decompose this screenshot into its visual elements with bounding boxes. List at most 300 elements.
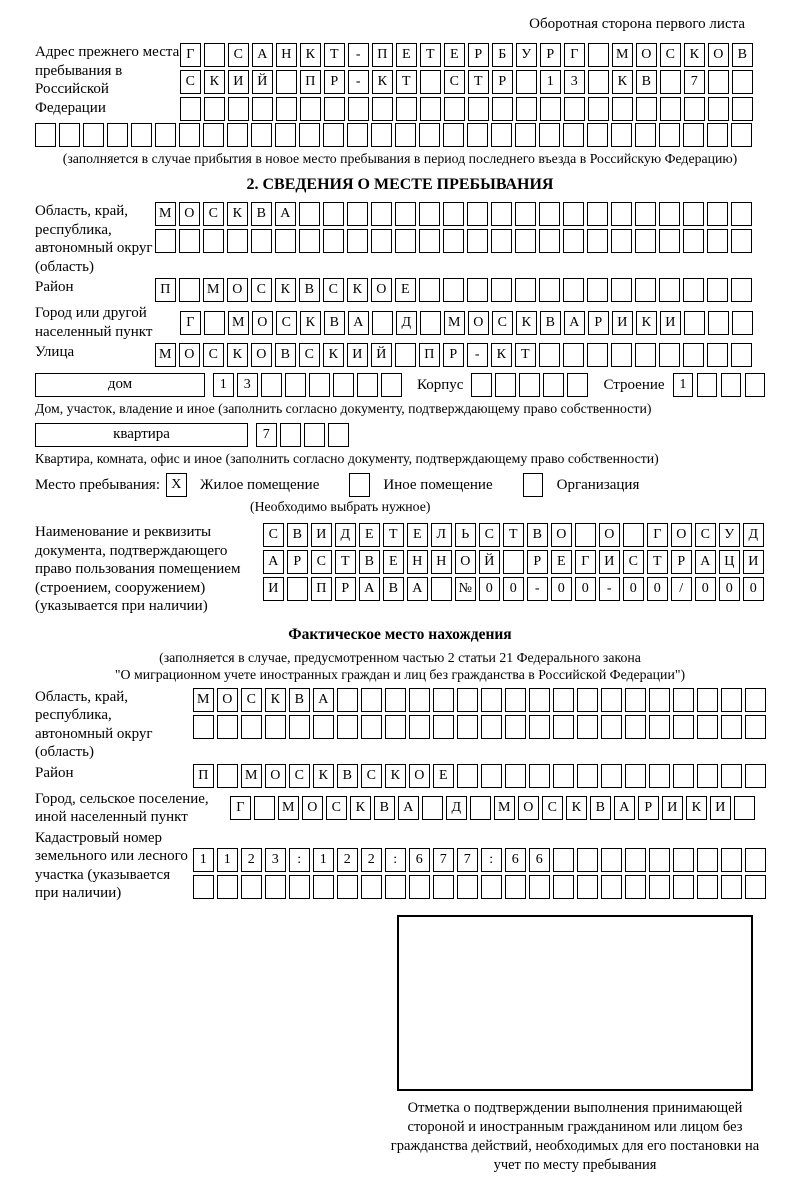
char-box[interactable]: Д xyxy=(396,311,417,335)
char-box[interactable] xyxy=(251,123,272,147)
char-box[interactable] xyxy=(457,715,478,739)
char-box[interactable]: В xyxy=(289,688,310,712)
char-box[interactable] xyxy=(481,688,502,712)
char-box[interactable]: У xyxy=(719,523,740,547)
char-box[interactable] xyxy=(261,373,282,397)
char-box[interactable] xyxy=(503,550,524,574)
char-box[interactable]: С xyxy=(276,311,297,335)
char-box[interactable]: Р xyxy=(335,577,356,601)
char-box[interactable] xyxy=(708,70,729,94)
char-box[interactable] xyxy=(697,715,718,739)
char-box[interactable]: О xyxy=(371,278,392,302)
char-box[interactable] xyxy=(649,688,670,712)
char-box[interactable]: Е xyxy=(433,764,454,788)
char-box[interactable] xyxy=(697,848,718,872)
char-box[interactable]: М xyxy=(203,278,224,302)
char-box[interactable] xyxy=(471,373,492,397)
char-box[interactable] xyxy=(481,764,502,788)
char-box[interactable] xyxy=(481,715,502,739)
char-box[interactable] xyxy=(422,796,443,820)
char-box[interactable] xyxy=(625,764,646,788)
char-box[interactable]: А xyxy=(359,577,380,601)
char-box[interactable]: П xyxy=(311,577,332,601)
char-box[interactable] xyxy=(443,123,464,147)
char-box[interactable]: 0 xyxy=(743,577,764,601)
char-box[interactable] xyxy=(217,764,238,788)
char-box[interactable]: П xyxy=(155,278,176,302)
char-box[interactable]: К xyxy=(686,796,707,820)
char-box[interactable]: Т xyxy=(324,43,345,67)
char-box[interactable] xyxy=(601,875,622,899)
checkbox-organization[interactable] xyxy=(523,473,544,497)
char-box[interactable] xyxy=(683,123,704,147)
char-box[interactable]: В xyxy=(540,311,561,335)
char-box[interactable] xyxy=(193,715,214,739)
char-box[interactable]: Е xyxy=(359,523,380,547)
char-box[interactable]: К xyxy=(347,278,368,302)
char-box[interactable] xyxy=(409,715,430,739)
char-box[interactable]: С xyxy=(623,550,644,574)
char-box[interactable] xyxy=(59,123,80,147)
char-box[interactable]: С xyxy=(695,523,716,547)
char-box[interactable]: Т xyxy=(420,43,441,67)
char-box[interactable]: Ь xyxy=(455,523,476,547)
char-box[interactable] xyxy=(540,97,561,121)
char-box[interactable] xyxy=(204,311,225,335)
char-box[interactable] xyxy=(623,523,644,547)
char-box[interactable] xyxy=(515,229,536,253)
char-box[interactable] xyxy=(659,343,680,367)
char-box[interactable]: М xyxy=(193,688,214,712)
char-box[interactable] xyxy=(420,311,441,335)
char-box[interactable]: 1 xyxy=(217,848,238,872)
char-box[interactable] xyxy=(575,523,596,547)
char-box[interactable] xyxy=(673,875,694,899)
char-box[interactable]: А xyxy=(252,43,273,67)
char-box[interactable]: 1 xyxy=(540,70,561,94)
char-box[interactable] xyxy=(323,229,344,253)
char-box[interactable]: Е xyxy=(396,43,417,67)
char-box[interactable]: Й xyxy=(479,550,500,574)
char-box[interactable] xyxy=(372,311,393,335)
char-box[interactable]: 1 xyxy=(313,848,334,872)
char-box[interactable] xyxy=(491,202,512,226)
char-box[interactable] xyxy=(649,848,670,872)
char-box[interactable]: С xyxy=(660,43,681,67)
char-box[interactable]: К xyxy=(684,43,705,67)
char-box[interactable]: Т xyxy=(396,70,417,94)
char-box[interactable] xyxy=(227,123,248,147)
char-box[interactable] xyxy=(251,229,272,253)
char-box[interactable]: Р xyxy=(671,550,692,574)
char-box[interactable]: О xyxy=(636,43,657,67)
char-box[interactable]: И xyxy=(311,523,332,547)
char-box[interactable] xyxy=(276,97,297,121)
char-box[interactable] xyxy=(553,764,574,788)
char-box[interactable] xyxy=(731,229,752,253)
char-box[interactable] xyxy=(659,229,680,253)
char-box[interactable]: С xyxy=(203,202,224,226)
char-box[interactable]: К xyxy=(385,764,406,788)
char-box[interactable] xyxy=(468,97,489,121)
char-box[interactable]: 0 xyxy=(695,577,716,601)
char-box[interactable] xyxy=(491,278,512,302)
char-box[interactable] xyxy=(588,70,609,94)
char-box[interactable] xyxy=(553,715,574,739)
char-box[interactable]: Й xyxy=(252,70,273,94)
char-box[interactable] xyxy=(419,123,440,147)
char-box[interactable] xyxy=(516,70,537,94)
char-box[interactable] xyxy=(420,97,441,121)
char-box[interactable] xyxy=(179,278,200,302)
char-box[interactable]: 2 xyxy=(361,848,382,872)
char-box[interactable] xyxy=(529,688,550,712)
char-box[interactable] xyxy=(587,343,608,367)
char-box[interactable] xyxy=(275,123,296,147)
char-box[interactable]: О xyxy=(518,796,539,820)
char-box[interactable] xyxy=(35,123,56,147)
char-box[interactable]: И xyxy=(263,577,284,601)
char-box[interactable] xyxy=(457,688,478,712)
char-box[interactable] xyxy=(612,97,633,121)
char-box[interactable]: № xyxy=(455,577,476,601)
char-box[interactable] xyxy=(395,123,416,147)
char-box[interactable]: Л xyxy=(431,523,452,547)
char-box[interactable] xyxy=(299,123,320,147)
char-box[interactable] xyxy=(673,688,694,712)
char-box[interactable]: Е xyxy=(395,278,416,302)
char-box[interactable] xyxy=(347,202,368,226)
char-box[interactable] xyxy=(361,715,382,739)
char-box[interactable] xyxy=(707,123,728,147)
char-box[interactable] xyxy=(515,202,536,226)
char-box[interactable]: И xyxy=(743,550,764,574)
char-box[interactable]: О xyxy=(455,550,476,574)
char-box[interactable] xyxy=(333,373,354,397)
char-box[interactable]: О xyxy=(708,43,729,67)
char-box[interactable]: Г xyxy=(180,43,201,67)
char-box[interactable]: 7 xyxy=(433,848,454,872)
char-box[interactable] xyxy=(636,97,657,121)
char-box[interactable] xyxy=(371,123,392,147)
char-box[interactable] xyxy=(396,97,417,121)
char-box[interactable] xyxy=(567,373,588,397)
char-box[interactable]: - xyxy=(599,577,620,601)
char-box[interactable]: 0 xyxy=(479,577,500,601)
char-box[interactable]: Г xyxy=(230,796,251,820)
char-box[interactable] xyxy=(563,343,584,367)
char-box[interactable] xyxy=(563,229,584,253)
char-box[interactable]: М xyxy=(444,311,465,335)
char-box[interactable] xyxy=(625,688,646,712)
char-box[interactable]: А xyxy=(275,202,296,226)
char-box[interactable]: Г xyxy=(647,523,668,547)
char-box[interactable] xyxy=(519,373,540,397)
char-box[interactable] xyxy=(467,229,488,253)
char-box[interactable] xyxy=(337,688,358,712)
char-box[interactable] xyxy=(347,229,368,253)
char-box[interactable] xyxy=(539,202,560,226)
char-box[interactable]: С xyxy=(542,796,563,820)
char-box[interactable]: С xyxy=(289,764,310,788)
char-box[interactable] xyxy=(539,278,560,302)
char-box[interactable] xyxy=(673,715,694,739)
char-box[interactable] xyxy=(275,229,296,253)
char-box[interactable] xyxy=(361,688,382,712)
char-box[interactable]: - xyxy=(527,577,548,601)
char-box[interactable]: В xyxy=(374,796,395,820)
char-box[interactable]: С xyxy=(203,343,224,367)
char-box[interactable] xyxy=(635,229,656,253)
char-box[interactable] xyxy=(419,229,440,253)
char-box[interactable] xyxy=(635,202,656,226)
char-box[interactable] xyxy=(337,875,358,899)
char-box[interactable]: К xyxy=(204,70,225,94)
char-box[interactable] xyxy=(684,311,705,335)
char-box[interactable] xyxy=(204,97,225,121)
char-box[interactable] xyxy=(444,97,465,121)
char-box[interactable]: О xyxy=(302,796,323,820)
char-box[interactable] xyxy=(660,97,681,121)
char-box[interactable]: П xyxy=(193,764,214,788)
char-box[interactable] xyxy=(252,97,273,121)
char-box[interactable]: Р xyxy=(287,550,308,574)
char-box[interactable] xyxy=(734,796,755,820)
char-box[interactable] xyxy=(433,715,454,739)
char-box[interactable]: Е xyxy=(383,550,404,574)
char-box[interactable]: 7 xyxy=(457,848,478,872)
char-box[interactable]: О xyxy=(251,343,272,367)
char-box[interactable]: В xyxy=(287,523,308,547)
char-box[interactable]: С xyxy=(263,523,284,547)
char-box[interactable] xyxy=(515,278,536,302)
char-box[interactable] xyxy=(276,70,297,94)
char-box[interactable]: 3 xyxy=(564,70,585,94)
char-box[interactable]: Т xyxy=(335,550,356,574)
char-box[interactable] xyxy=(587,229,608,253)
char-box[interactable] xyxy=(587,202,608,226)
char-box[interactable]: И xyxy=(612,311,633,335)
char-box[interactable]: - xyxy=(348,43,369,67)
char-box[interactable]: А xyxy=(398,796,419,820)
char-box[interactable] xyxy=(577,875,598,899)
char-box[interactable]: К xyxy=(300,43,321,67)
char-box[interactable] xyxy=(323,202,344,226)
char-box[interactable]: А xyxy=(263,550,284,574)
char-box[interactable] xyxy=(577,715,598,739)
char-box[interactable] xyxy=(505,688,526,712)
char-box[interactable] xyxy=(659,278,680,302)
char-box[interactable] xyxy=(683,343,704,367)
char-box[interactable]: С xyxy=(241,688,262,712)
char-box[interactable] xyxy=(683,278,704,302)
char-box[interactable] xyxy=(707,202,728,226)
char-box[interactable] xyxy=(563,123,584,147)
char-box[interactable] xyxy=(539,343,560,367)
char-box[interactable]: О xyxy=(252,311,273,335)
char-box[interactable]: В xyxy=(732,43,753,67)
char-box[interactable]: К xyxy=(636,311,657,335)
char-box[interactable] xyxy=(505,764,526,788)
char-box[interactable] xyxy=(684,97,705,121)
char-box[interactable] xyxy=(443,278,464,302)
char-box[interactable]: 0 xyxy=(503,577,524,601)
char-box[interactable] xyxy=(313,715,334,739)
char-box[interactable]: К xyxy=(491,343,512,367)
char-box[interactable] xyxy=(649,764,670,788)
char-box[interactable] xyxy=(385,875,406,899)
char-box[interactable] xyxy=(563,202,584,226)
char-box[interactable]: В xyxy=(251,202,272,226)
char-box[interactable]: 0 xyxy=(719,577,740,601)
char-box[interactable] xyxy=(553,875,574,899)
char-box[interactable] xyxy=(625,848,646,872)
char-box[interactable]: О xyxy=(409,764,430,788)
char-box[interactable] xyxy=(505,715,526,739)
char-box[interactable] xyxy=(697,688,718,712)
char-box[interactable]: С xyxy=(326,796,347,820)
char-box[interactable]: Р xyxy=(540,43,561,67)
char-box[interactable] xyxy=(587,123,608,147)
char-box[interactable] xyxy=(731,343,752,367)
char-box[interactable]: О xyxy=(179,343,200,367)
char-box[interactable] xyxy=(708,97,729,121)
char-box[interactable]: К xyxy=(372,70,393,94)
char-box[interactable]: 1 xyxy=(193,848,214,872)
char-box[interactable]: Т xyxy=(383,523,404,547)
char-box[interactable]: О xyxy=(265,764,286,788)
char-box[interactable] xyxy=(516,97,537,121)
char-box[interactable] xyxy=(732,70,753,94)
char-box[interactable] xyxy=(659,202,680,226)
char-box[interactable]: И xyxy=(599,550,620,574)
char-box[interactable] xyxy=(515,123,536,147)
char-box[interactable] xyxy=(529,764,550,788)
char-box[interactable]: В xyxy=(324,311,345,335)
char-box[interactable]: Н xyxy=(407,550,428,574)
char-box[interactable] xyxy=(611,123,632,147)
char-box[interactable] xyxy=(467,202,488,226)
char-box[interactable]: В xyxy=(527,523,548,547)
char-box[interactable] xyxy=(313,875,334,899)
char-box[interactable]: П xyxy=(300,70,321,94)
char-box[interactable] xyxy=(601,715,622,739)
char-box[interactable] xyxy=(529,875,550,899)
char-box[interactable] xyxy=(649,875,670,899)
char-box[interactable] xyxy=(217,875,238,899)
char-box[interactable] xyxy=(635,343,656,367)
char-box[interactable]: О xyxy=(217,688,238,712)
char-box[interactable]: Р xyxy=(638,796,659,820)
char-box[interactable] xyxy=(131,123,152,147)
char-box[interactable]: С xyxy=(479,523,500,547)
char-box[interactable]: 3 xyxy=(265,848,286,872)
char-box[interactable] xyxy=(707,343,728,367)
char-box[interactable] xyxy=(409,688,430,712)
char-box[interactable]: 6 xyxy=(409,848,430,872)
char-box[interactable]: В xyxy=(275,343,296,367)
char-box[interactable] xyxy=(492,97,513,121)
char-box[interactable] xyxy=(203,229,224,253)
char-box[interactable] xyxy=(443,229,464,253)
char-box[interactable] xyxy=(625,875,646,899)
char-box[interactable] xyxy=(299,202,320,226)
char-box[interactable]: Е xyxy=(444,43,465,67)
char-box[interactable]: Ц xyxy=(719,550,740,574)
char-box[interactable] xyxy=(419,202,440,226)
char-box[interactable] xyxy=(697,875,718,899)
char-box[interactable] xyxy=(577,848,598,872)
char-box[interactable]: Р xyxy=(527,550,548,574)
char-box[interactable]: 3 xyxy=(237,373,258,397)
char-box[interactable] xyxy=(155,123,176,147)
char-box[interactable] xyxy=(371,202,392,226)
char-box[interactable] xyxy=(481,875,502,899)
char-box[interactable] xyxy=(227,229,248,253)
char-box[interactable]: Р xyxy=(443,343,464,367)
char-box[interactable] xyxy=(357,373,378,397)
char-box[interactable]: 0 xyxy=(551,577,572,601)
char-box[interactable] xyxy=(381,373,402,397)
char-box[interactable]: Д xyxy=(446,796,467,820)
char-box[interactable] xyxy=(347,123,368,147)
char-box[interactable] xyxy=(285,373,306,397)
char-box[interactable] xyxy=(467,278,488,302)
char-box[interactable]: - xyxy=(348,70,369,94)
char-box[interactable]: Г xyxy=(564,43,585,67)
char-box[interactable] xyxy=(217,715,238,739)
char-box[interactable]: А xyxy=(614,796,635,820)
char-box[interactable]: Б xyxy=(492,43,513,67)
char-box[interactable]: И xyxy=(710,796,731,820)
char-box[interactable] xyxy=(431,577,452,601)
char-box[interactable] xyxy=(553,848,574,872)
char-box[interactable] xyxy=(324,97,345,121)
char-box[interactable]: А xyxy=(348,311,369,335)
char-box[interactable] xyxy=(611,229,632,253)
char-box[interactable]: А xyxy=(695,550,716,574)
char-box[interactable]: О xyxy=(227,278,248,302)
char-box[interactable]: Т xyxy=(468,70,489,94)
char-box[interactable]: И xyxy=(660,311,681,335)
char-box[interactable]: Т xyxy=(503,523,524,547)
char-box[interactable] xyxy=(395,229,416,253)
char-box[interactable]: И xyxy=(228,70,249,94)
char-box[interactable]: К xyxy=(300,311,321,335)
char-box[interactable] xyxy=(107,123,128,147)
char-box[interactable] xyxy=(433,688,454,712)
char-box[interactable]: 0 xyxy=(623,577,644,601)
char-box[interactable] xyxy=(721,875,742,899)
char-box[interactable]: В xyxy=(590,796,611,820)
char-box[interactable] xyxy=(708,311,729,335)
char-box[interactable] xyxy=(470,796,491,820)
char-box[interactable]: М xyxy=(494,796,515,820)
char-box[interactable] xyxy=(395,343,416,367)
char-box[interactable] xyxy=(732,97,753,121)
char-box[interactable] xyxy=(611,202,632,226)
char-box[interactable]: : xyxy=(289,848,310,872)
char-box[interactable] xyxy=(721,848,742,872)
char-box[interactable] xyxy=(707,278,728,302)
char-box[interactable] xyxy=(241,875,262,899)
char-box[interactable]: М xyxy=(278,796,299,820)
char-box[interactable]: Н xyxy=(431,550,452,574)
char-box[interactable]: : xyxy=(481,848,502,872)
char-box[interactable]: П xyxy=(419,343,440,367)
char-box[interactable] xyxy=(372,97,393,121)
char-box[interactable] xyxy=(732,311,753,335)
